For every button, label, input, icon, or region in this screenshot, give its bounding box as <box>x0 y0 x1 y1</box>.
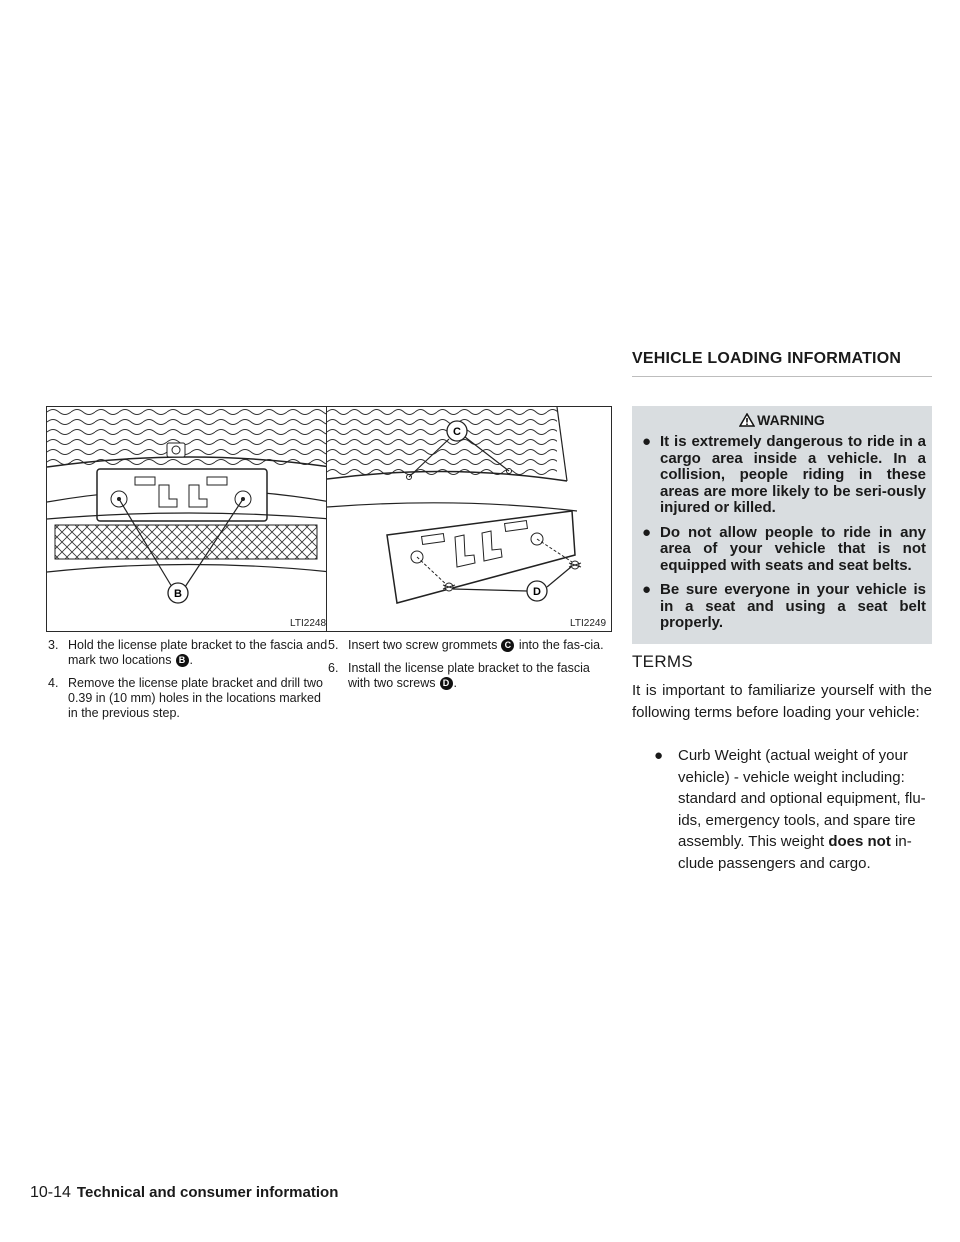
terms-list <box>654 745 934 874</box>
step-text: Remove the license plate bracket and drill two 0.39 in (10 mm) holes in the locations marked in the previous step. <box>68 676 323 720</box>
callout-b-badge: B <box>176 654 189 667</box>
callout-d-badge: D <box>440 677 453 690</box>
warning-item-text: It is extremely dangerous to ride in a cargo area inside a vehicle. In a collision, people riding in these areas are more likely to be seri-ously injured or killed. <box>660 433 926 516</box>
step-text-end: into the fas-cia. <box>518 638 604 652</box>
bullet: ● <box>642 581 652 598</box>
figure-code-right: LTI2249 <box>570 618 606 629</box>
warning-triangle-icon <box>739 413 755 427</box>
term-curb-weight <box>654 745 934 874</box>
step-number: 5. <box>328 638 339 652</box>
warning-item-text: Do not allow people to ride in any area of your vehicle that is not equipped with seats and seat belts. <box>660 523 926 574</box>
page-footer <box>30 1184 338 1202</box>
callout-b-label: B <box>174 588 182 600</box>
warning-title-text: WARNING <box>757 412 825 428</box>
step-text: Hold the license plate bracket to the fascia and mark two locations <box>68 638 328 667</box>
warning-item <box>638 525 926 575</box>
step-text-end: . <box>453 676 458 690</box>
page-number: 10-14 <box>30 1184 71 1201</box>
step-number: 6. <box>328 661 339 675</box>
steps-right <box>326 638 614 699</box>
section-title: VEHICLE LOADING INFORMATION <box>632 350 932 377</box>
bumper-illustration-right <box>327 407 611 631</box>
term-emphasis: does not <box>828 833 891 850</box>
step-text: Insert two screw grommets <box>348 638 498 652</box>
step-3 <box>46 638 334 668</box>
warning-title <box>632 406 932 434</box>
callout-d-label: D <box>533 586 541 598</box>
callout-c-label: C <box>453 426 461 438</box>
bullet: ● <box>654 747 664 764</box>
figure-license-bracket-install <box>326 406 612 632</box>
step-number: 3. <box>48 638 59 652</box>
term-text: Curb Weight (actual weight of your vehicle) - vehicle weight including: standard and optional equipment, flu-ids, emergency tools, and spare tire assembly. This weight <box>678 747 926 850</box>
bumper-illustration-left <box>47 407 331 631</box>
footer-section-name: Technical and consumer information <box>76 1184 339 1201</box>
warning-item <box>638 582 926 632</box>
bullet: ● <box>642 523 652 541</box>
terms-heading: TERMS <box>632 652 693 671</box>
warning-list <box>632 434 932 632</box>
steps-left <box>46 638 334 729</box>
step-text: Install the license plate bracket to the fascia with two screws <box>348 661 590 690</box>
warning-box <box>632 406 932 644</box>
bullet: ● <box>642 433 652 450</box>
callout-c-badge: C <box>501 639 514 652</box>
figure-license-bracket-marking <box>46 406 332 632</box>
terms-intro: It is important to familiarize yourself with the following terms before loading your vehicle: <box>632 682 932 721</box>
step-5 <box>326 638 614 653</box>
term-text-end: in-clude passengers and cargo. <box>678 833 912 872</box>
step-text-end: . <box>189 653 193 667</box>
step-4 <box>46 676 334 721</box>
step-number: 4. <box>48 676 59 690</box>
warning-item <box>638 434 926 517</box>
step-6 <box>326 661 614 691</box>
warning-item-text: Be sure everyone in your vehicle is in a seat and using a seat belt properly. <box>660 581 926 631</box>
figure-code-left: LTI2248 <box>290 618 326 629</box>
